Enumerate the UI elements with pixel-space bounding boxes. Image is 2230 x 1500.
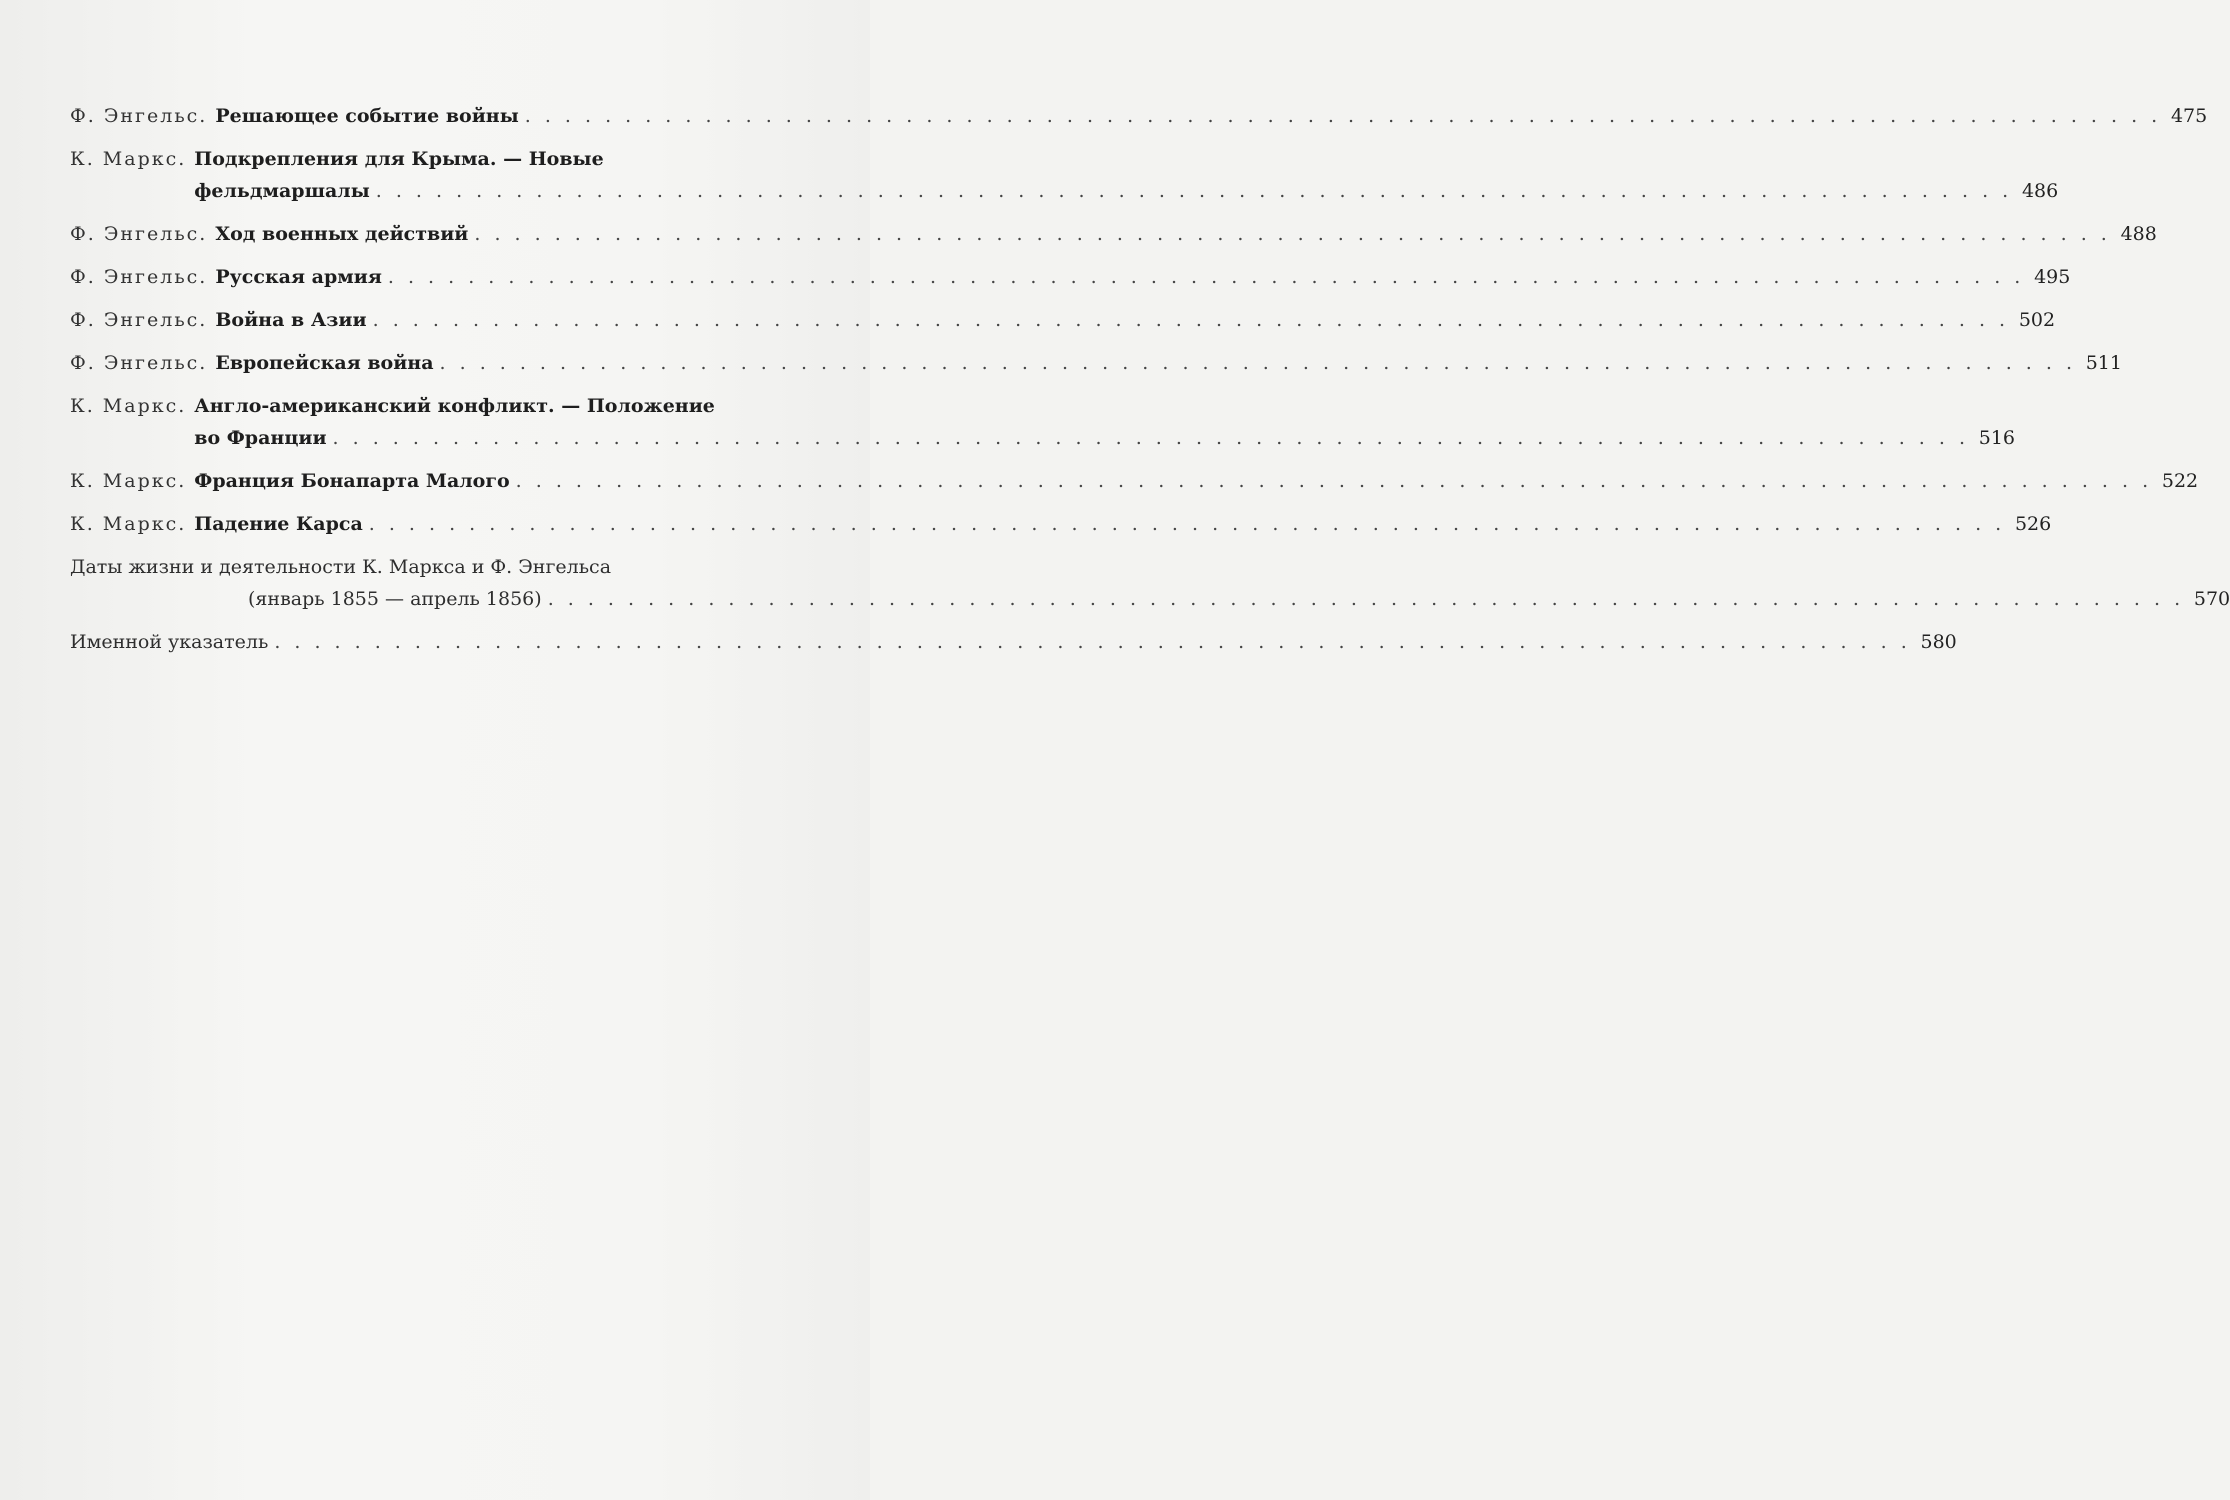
dot-leader <box>388 261 2024 293</box>
toc-title-continued: фельдмаршалы <box>194 180 370 202</box>
toc-page-number: 516 <box>1978 427 2015 449</box>
toc-entry <box>70 261 2071 293</box>
toc-title: Война в Азии <box>215 309 367 331</box>
toc-appendix-entry <box>70 551 2230 615</box>
toc-appendix-title: Даты жизни и деятельности К. Маркса и Ф. Энгельса <box>70 556 612 578</box>
toc-appendix-entry <box>70 626 1957 658</box>
toc-title: Европейская война <box>215 352 434 374</box>
dot-leader <box>369 508 2005 540</box>
dot-leader <box>333 422 1969 454</box>
toc-title: Подкрепления для Крыма. — Новые <box>194 148 604 170</box>
toc-author: Ф. Энгельс. <box>70 223 208 245</box>
toc-page-number: 522 <box>2161 470 2199 492</box>
toc-author: Ф. Энгельс. <box>70 266 208 288</box>
toc-page-number: 511 <box>2085 352 2122 374</box>
toc-entry <box>70 143 2059 207</box>
toc-entry <box>70 465 2199 497</box>
toc-entry <box>70 508 2052 540</box>
toc-appendix-title-continued: (январь 1855 — апрель 1856) <box>248 588 542 610</box>
toc-page-number: 526 <box>2014 513 2052 535</box>
toc-entry <box>70 347 2122 379</box>
toc-page-number: 580 <box>1920 631 1957 653</box>
dot-leader <box>373 304 2009 336</box>
dot-leader <box>525 100 2161 132</box>
toc-author: Ф. Энгельс. <box>70 309 208 331</box>
toc-title: Франция Бонапарта Малого <box>194 470 510 492</box>
toc-page-number: 488 <box>2120 223 2157 245</box>
toc-page-number: 502 <box>2018 309 2056 331</box>
dot-leader <box>516 465 2152 497</box>
toc-title: Падение Карса <box>194 513 363 535</box>
toc-page-number: 486 <box>2021 180 2059 202</box>
dot-leader <box>474 218 2110 250</box>
toc-author: К. Маркс. <box>70 470 187 492</box>
toc-author: К. Маркс. <box>70 395 187 417</box>
toc-author: К. Маркс. <box>70 148 187 170</box>
toc-author: Ф. Энгельс. <box>70 105 208 127</box>
toc-entry <box>70 304 2056 336</box>
toc-page-number: 570 <box>2193 588 2230 610</box>
toc-page-number: 495 <box>2034 266 2071 288</box>
toc-entry <box>70 390 2015 454</box>
dot-leader <box>274 626 1910 658</box>
toc-title: Решающее событие войны <box>215 105 519 127</box>
toc-author: Ф. Энгельс. <box>70 352 208 374</box>
dot-leader <box>440 347 2076 379</box>
toc-page-number: 475 <box>2170 105 2208 127</box>
table-of-contents <box>70 100 2230 669</box>
toc-title: Ход военных действий <box>215 223 469 245</box>
dot-leader <box>548 583 2184 615</box>
toc-author: К. Маркс. <box>70 513 187 535</box>
toc-entry <box>70 218 2157 250</box>
toc-appendix-title: Именной указатель <box>70 631 269 653</box>
toc-entry <box>70 100 2208 132</box>
toc-title: Русская армия <box>215 266 382 288</box>
dot-leader <box>376 175 2012 207</box>
toc-title: Англо-американский конфликт. — Положение <box>194 395 715 417</box>
toc-title-continued: во Франции <box>194 427 327 449</box>
